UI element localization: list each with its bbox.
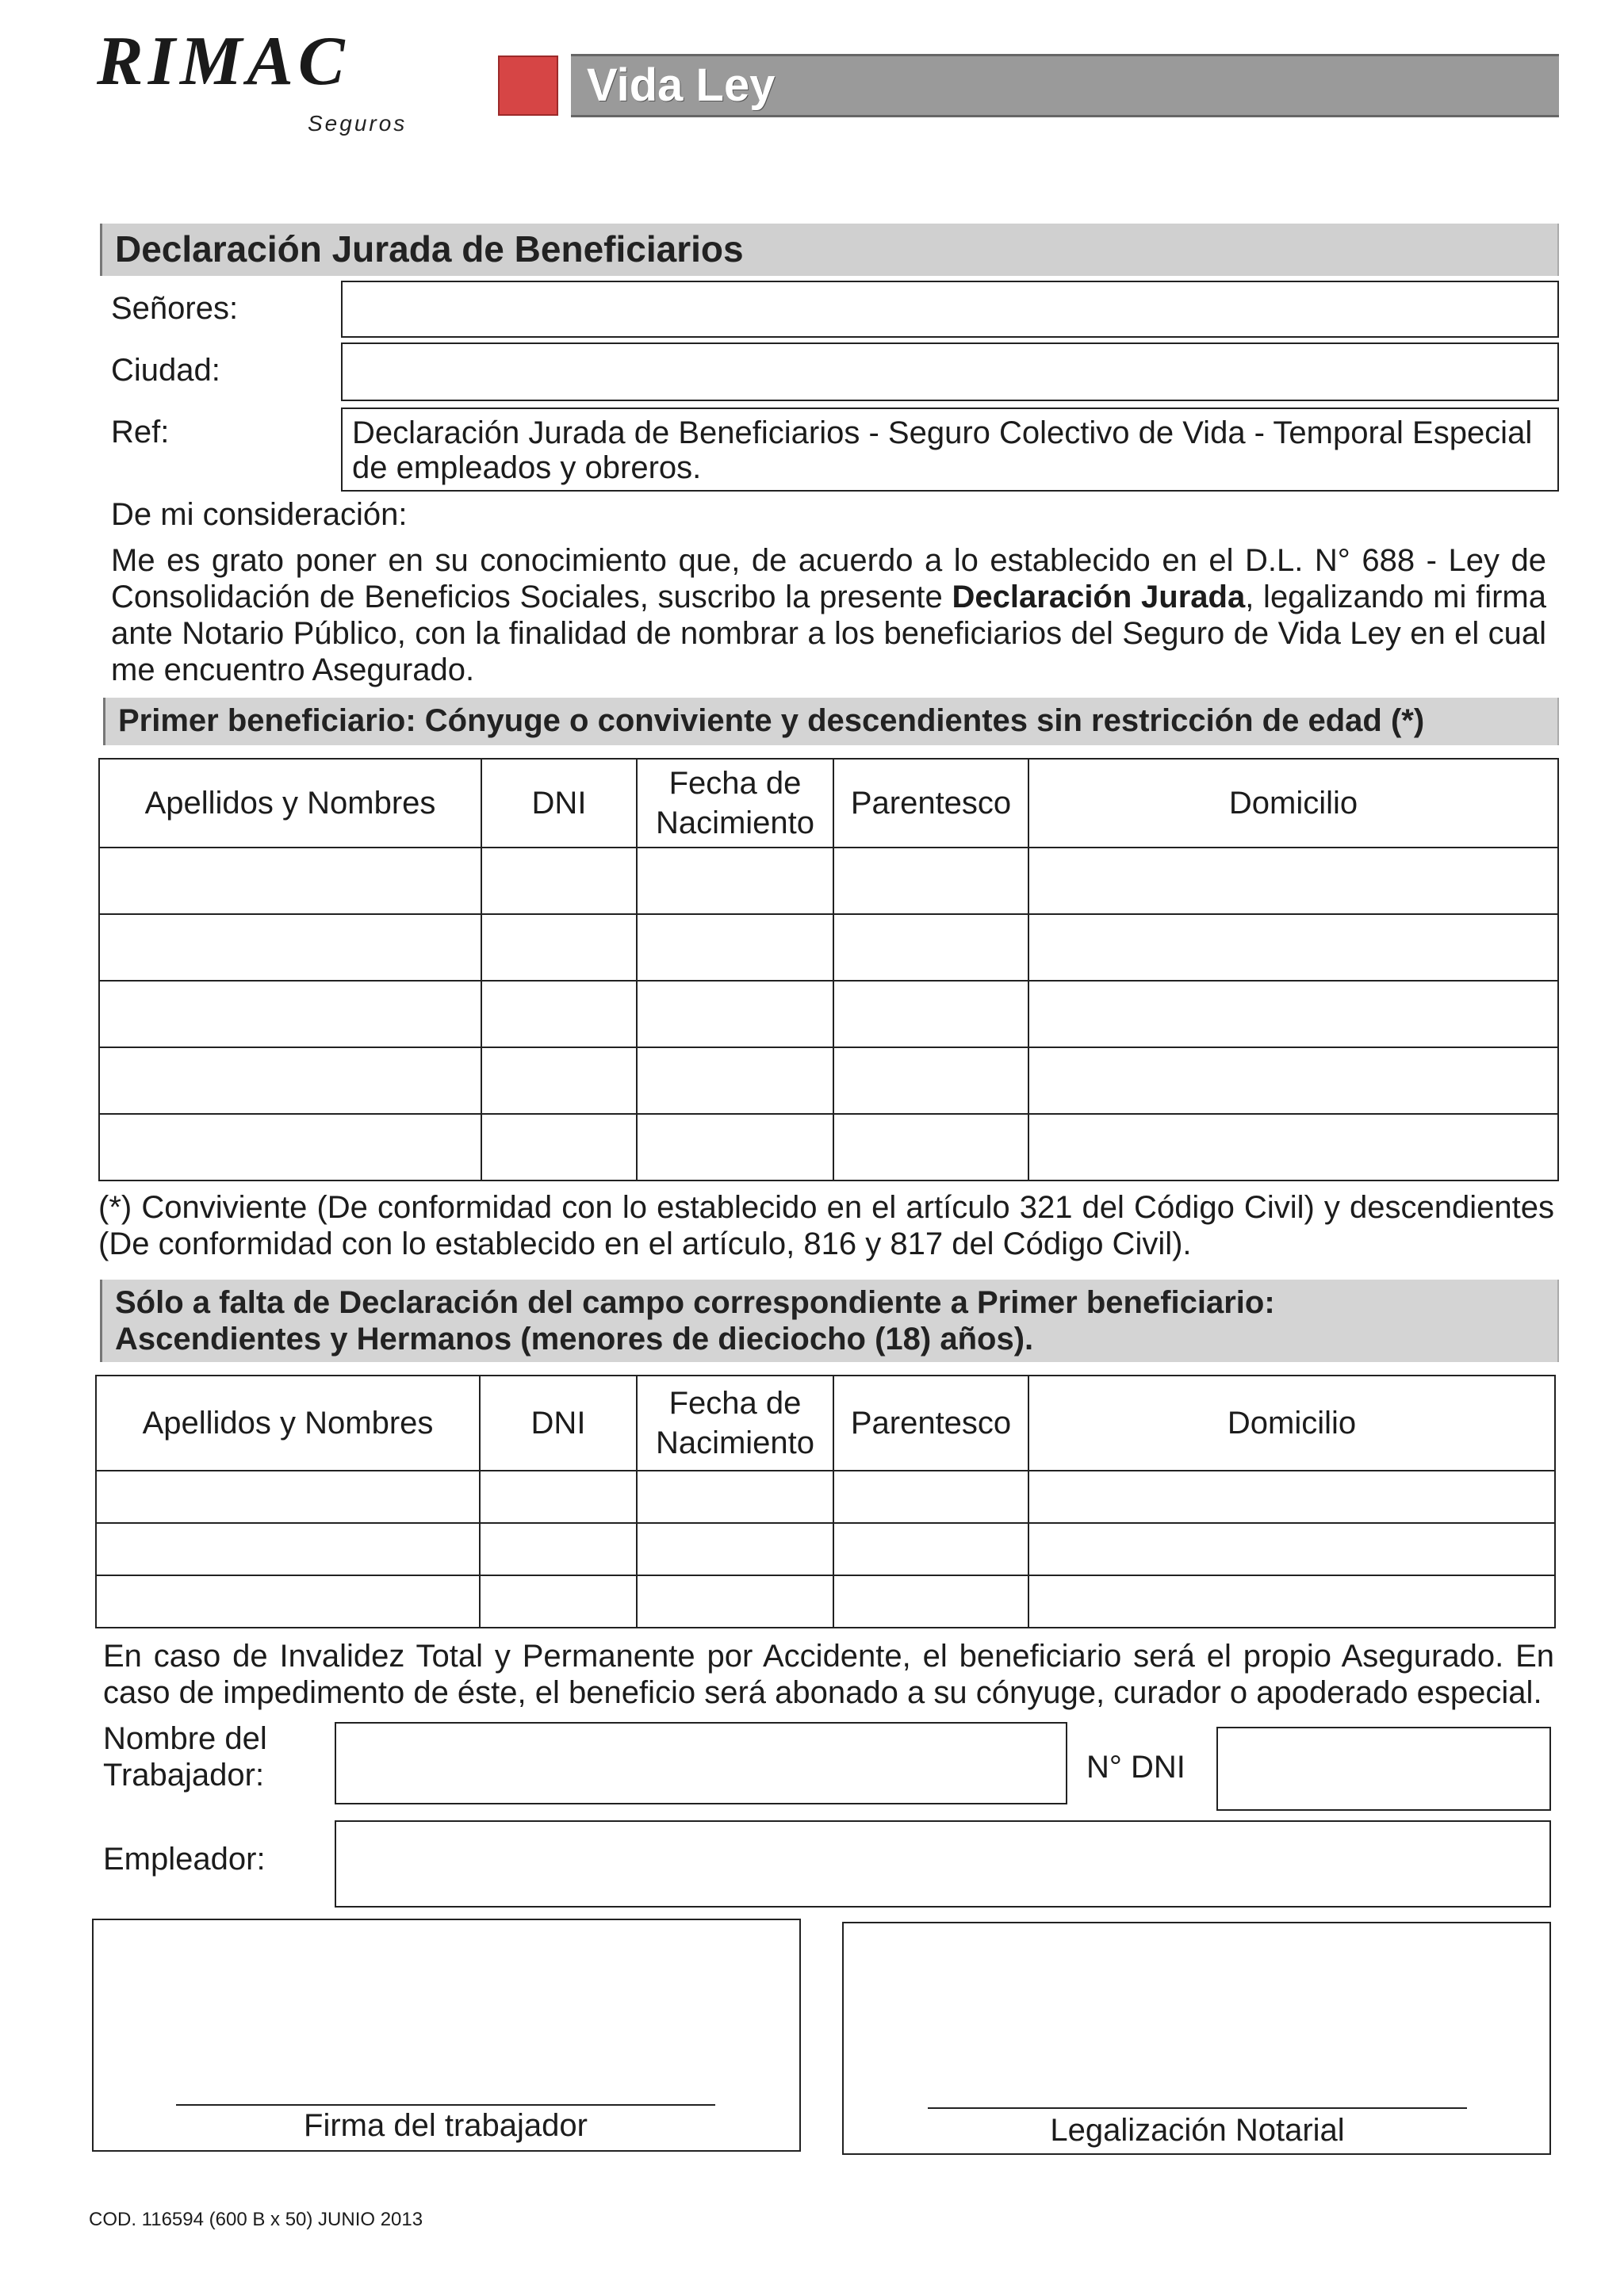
- cell[interactable]: [480, 1471, 637, 1523]
- section1-footnote: (*) Conviviente (De conformidad con lo establecido en el artículo 321 del Código Civil) y descendientes (De conformidad con lo establecido en el artículo, 816 y 817 del Código Civil).: [98, 1190, 1554, 1261]
- section2-header-row: [96, 1376, 1555, 1471]
- section2-table: [95, 1375, 1556, 1628]
- cell[interactable]: [833, 1047, 1028, 1114]
- cell[interactable]: [1028, 914, 1558, 981]
- footer-code: COD. 116594 (600 B x 50) JUNIO 2013: [89, 2209, 423, 2230]
- cell[interactable]: [1028, 1575, 1555, 1628]
- cell[interactable]: [1028, 1471, 1555, 1523]
- cell[interactable]: [833, 1523, 1028, 1575]
- table-row: [99, 1047, 1558, 1114]
- cell[interactable]: [637, 848, 833, 914]
- col-dni: DNI: [481, 759, 637, 848]
- col-apellidos: Apellidos y Nombres: [96, 1376, 480, 1471]
- col-domicilio: Domicilio: [1028, 759, 1558, 848]
- cell[interactable]: [637, 914, 833, 981]
- notary-signature-label: Legalización Notarial: [1050, 2113, 1345, 2148]
- worker-name-field[interactable]: [335, 1722, 1067, 1804]
- cell[interactable]: [637, 1047, 833, 1114]
- dni-field[interactable]: [1216, 1727, 1551, 1811]
- cell[interactable]: [481, 981, 637, 1047]
- col-dni: DNI: [480, 1376, 637, 1471]
- col-apellidos: Apellidos y Nombres: [99, 759, 481, 848]
- cell[interactable]: [96, 1523, 480, 1575]
- greeting: De mi consideración:: [111, 497, 408, 532]
- cell[interactable]: [833, 1114, 1028, 1181]
- cell[interactable]: [833, 1575, 1028, 1628]
- section2-title-line2: Ascendientes y Hermanos (menores de dieciocho (18) años).: [115, 1322, 1034, 1357]
- invalidity-note: En caso de Invalidez Total y Permanente por Accidente, el beneficiario será el propio Asegurado. En caso de impedimento de éste, el beneficio será abonado a su cónyuge, curador o apoderado especial.: [103, 1639, 1554, 1710]
- cell[interactable]: [99, 981, 481, 1047]
- table-row: [99, 981, 1558, 1047]
- col-parentesco: Parentesco: [833, 1376, 1028, 1471]
- table-row: [96, 1523, 1555, 1575]
- cell[interactable]: [1028, 1523, 1555, 1575]
- employer-label: Empleador:: [103, 1842, 266, 1877]
- col-domicilio: Domicilio: [1028, 1376, 1555, 1471]
- cell[interactable]: [637, 1575, 833, 1628]
- col-parentesco: Parentesco: [833, 759, 1028, 848]
- cell[interactable]: [833, 914, 1028, 981]
- cell[interactable]: [1028, 981, 1558, 1047]
- cell[interactable]: [481, 848, 637, 914]
- cell[interactable]: [833, 981, 1028, 1047]
- cell[interactable]: [1028, 1114, 1558, 1181]
- cell[interactable]: [637, 1523, 833, 1575]
- cell[interactable]: [833, 848, 1028, 914]
- cell[interactable]: [1028, 848, 1558, 914]
- col-fecha: Fecha de Nacimiento: [637, 1376, 833, 1471]
- product-title-bar: [571, 54, 1559, 117]
- cell[interactable]: [99, 1047, 481, 1114]
- table-row: [96, 1471, 1555, 1523]
- notary-signature-line: [928, 2107, 1467, 2109]
- table-row: [99, 848, 1558, 914]
- section1-header-row: [99, 759, 1558, 848]
- product-title: Vida Ley: [587, 59, 776, 111]
- cell[interactable]: [637, 981, 833, 1047]
- logo-subtitle: Seguros: [308, 111, 408, 136]
- cell[interactable]: [99, 848, 481, 914]
- cell[interactable]: [481, 1114, 637, 1181]
- section1-title-bar: [103, 698, 1559, 745]
- cell[interactable]: [637, 1471, 833, 1523]
- intro-paragraph: [111, 542, 1546, 688]
- cell[interactable]: [96, 1575, 480, 1628]
- section1-title: Primer beneficiario: Cónyuge o conviviente y descendientes sin restricción de edad (*): [118, 703, 1425, 738]
- cell[interactable]: [99, 914, 481, 981]
- cell[interactable]: [1028, 1047, 1558, 1114]
- ref-value-line1: Declaración Jurada de Beneficiarios - Seguro Colectivo de Vida - Temporal Especial: [352, 415, 1533, 450]
- col-fecha: Fecha de Nacimiento: [637, 759, 833, 848]
- dni-label: N° DNI: [1086, 1750, 1185, 1785]
- employer-field[interactable]: [335, 1820, 1551, 1908]
- senores-field[interactable]: [341, 281, 1559, 338]
- ref-field: [341, 408, 1559, 492]
- ciudad-label: Ciudad:: [111, 353, 220, 388]
- section2-title-bar: [100, 1280, 1559, 1362]
- form-title-bar: [100, 224, 1559, 276]
- table-row: [99, 1114, 1558, 1181]
- cell[interactable]: [480, 1575, 637, 1628]
- cell[interactable]: [96, 1471, 480, 1523]
- cell[interactable]: [481, 914, 637, 981]
- worker-signature-label: Firma del trabajador: [304, 2108, 588, 2143]
- intro-text-1: Me es grato poner en su conocimiento que, de acuerdo a lo establecido en el D.L. N° 688 - Ley de Consolidación de Beneficios Sociales, suscribo la presente: [111, 543, 1546, 614]
- intro-bold: Declaración Jurada: [952, 580, 1246, 614]
- cell[interactable]: [833, 1471, 1028, 1523]
- section2-title-line1: Sólo a falta de Declaración del campo correspondiente a Primer beneficiario:: [115, 1285, 1275, 1320]
- table-row: [99, 914, 1558, 981]
- worker-name-label-line2: Trabajador:: [103, 1758, 265, 1793]
- cell[interactable]: [481, 1047, 637, 1114]
- worker-name-label-line1: Nombre del: [103, 1721, 267, 1756]
- cell[interactable]: [637, 1114, 833, 1181]
- form-title: Declaración Jurada de Beneficiarios: [115, 228, 744, 270]
- ref-value-line2: de empleados y obreros.: [352, 450, 702, 485]
- section1-table: [98, 758, 1559, 1181]
- table-row: [96, 1575, 1555, 1628]
- senores-label: Señores:: [111, 291, 239, 326]
- brand-square-icon: [498, 55, 558, 116]
- intro-text-2: , legalizando mi firma ante Notario Público, con la finalidad de nombrar a los beneficiarios del Seguro de Vida Ley en el cual me encuentro Asegurado.: [111, 580, 1546, 687]
- worker-name-label: [103, 1720, 267, 1793]
- ciudad-field[interactable]: [341, 342, 1559, 401]
- ref-label: Ref:: [111, 415, 170, 450]
- cell[interactable]: [99, 1114, 481, 1181]
- worker-signature-line: [176, 2104, 715, 2106]
- rimac-logo: RIMAC: [97, 23, 350, 100]
- cell[interactable]: [480, 1523, 637, 1575]
